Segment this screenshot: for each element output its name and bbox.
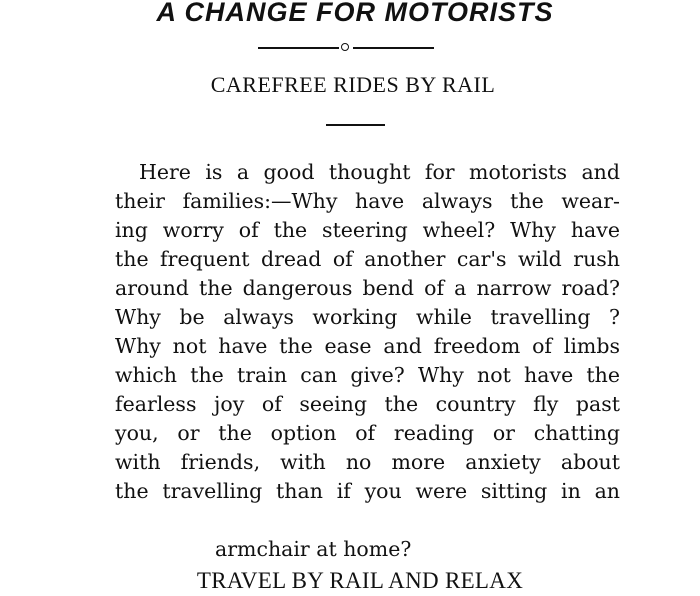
divider-line-right bbox=[353, 47, 434, 49]
body-line: Why not have the ease and freedom of limbs bbox=[115, 334, 620, 358]
closing-line: armchair at home? bbox=[215, 537, 412, 561]
headline: A CHANGE FOR MOTORISTS bbox=[156, 0, 554, 27]
body-line: with friends, with no more anxiety about bbox=[115, 450, 620, 474]
short-rule-divider bbox=[326, 124, 385, 126]
article-body bbox=[115, 158, 620, 506]
body-line: their families:—Why have always the wear- bbox=[115, 189, 620, 213]
divider-line-left bbox=[258, 47, 339, 49]
body-line: around the dangerous bend of a narrow road? bbox=[115, 276, 620, 300]
body-line: Here is a good thought for motorists and bbox=[139, 160, 620, 184]
slogan: TRAVEL BY RAIL AND RELAX bbox=[196, 568, 524, 593]
body-line: Why be always working while travelling ? bbox=[115, 305, 620, 329]
subheading: CAREFREE RIDES BY RAIL bbox=[210, 72, 496, 97]
body-line: ing worry of the steering wheel? Why have bbox=[115, 218, 620, 242]
body-line: fearless joy of seeing the country fly past bbox=[115, 392, 620, 416]
body-line: the frequent dread of another car's wild rush bbox=[115, 247, 620, 271]
body-line: you, or the option of reading or chatting bbox=[115, 421, 620, 445]
body-line: the travelling than if you were sitting in an bbox=[115, 479, 620, 503]
ornamental-divider bbox=[258, 42, 434, 54]
divider-circle-icon bbox=[341, 43, 349, 51]
body-line: which the train can give? Why not have the bbox=[115, 363, 620, 387]
